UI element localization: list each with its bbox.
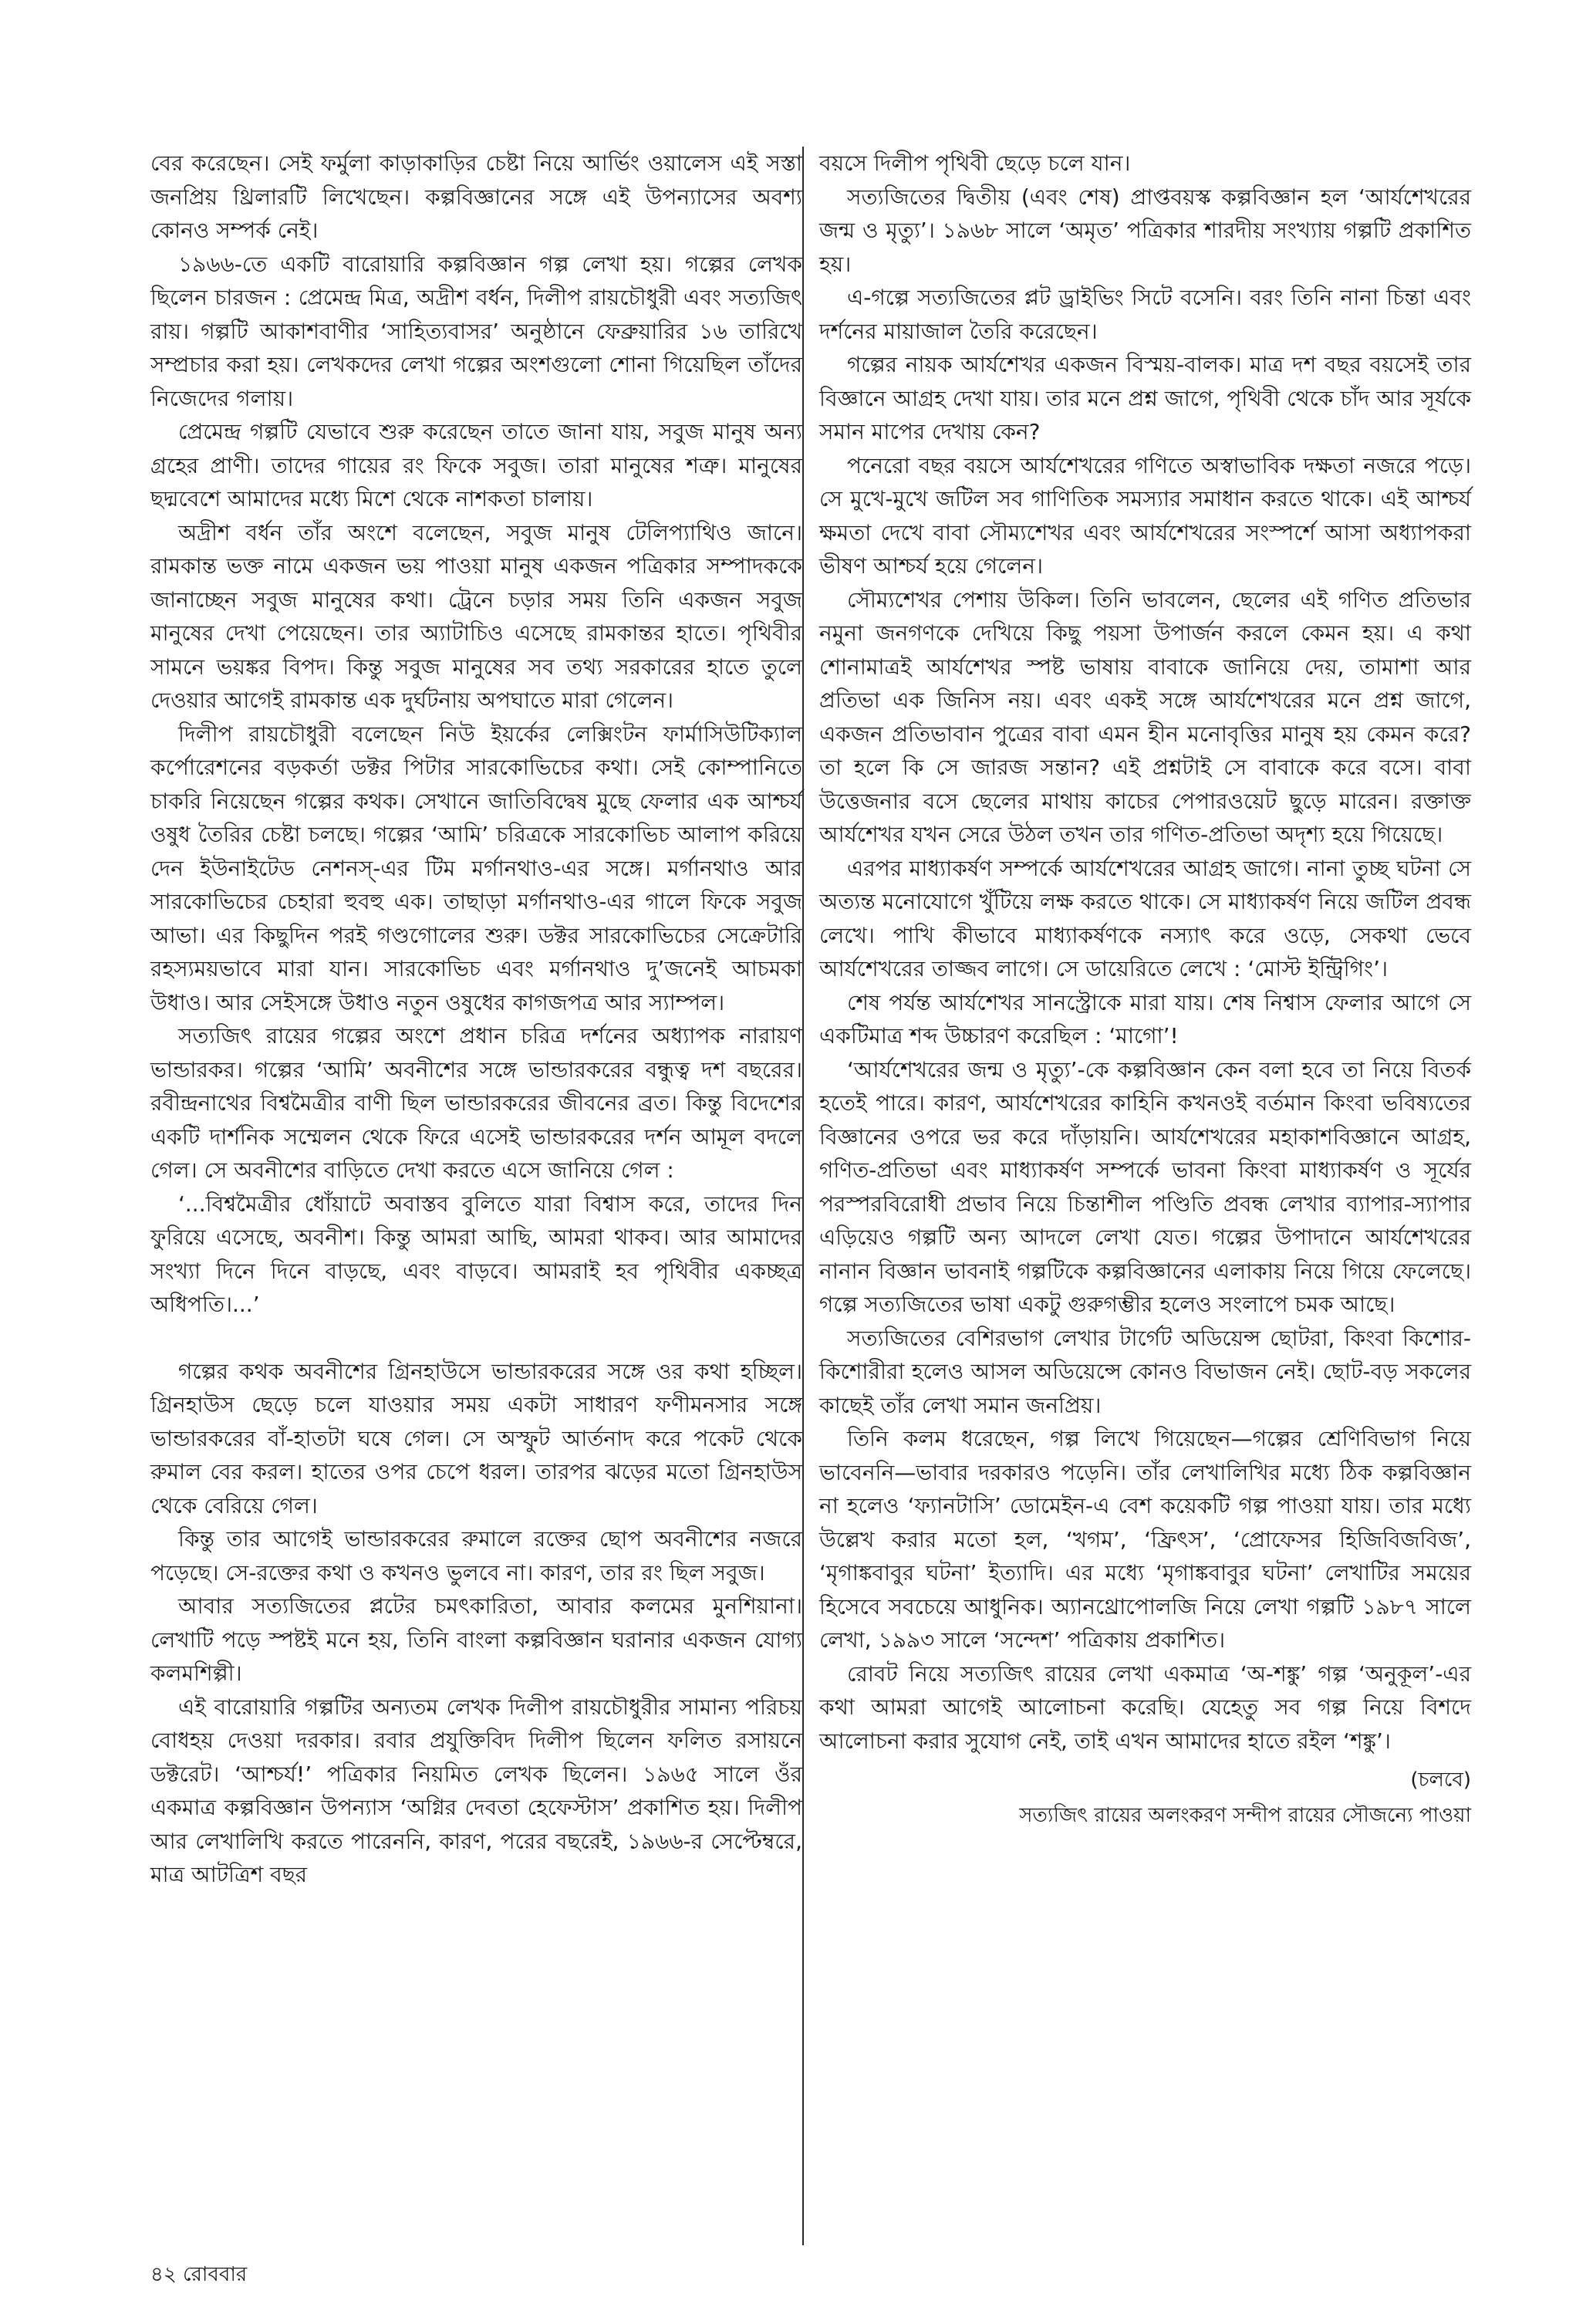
paragraph: এ-গল্পে সত্যজিতের প্লট ড্রাইভিং সিটে বসেনি। বরং তিনি নানা চিন্তা এবং দর্শনের মায়াজাল তৈরি করেছেন। bbox=[819, 285, 1471, 344]
paragraph: অদ্রীশ বর্ধন তাঁর অংশে বলেছেন, সবুজ মানুষ টেলিপ্যাথিও জানে। রামকান্ত ভক্ত নামে একজন ভয় পাওয়া মানুষ একজন পত্রিকার সম্পাদককে জানাচ্ছেন সবুজ মানুষের কথা। ট্রেনে চড়ার সময় তিনি একজন সবুজ মানুষের দেখা পেয়েছেন। তার অ্যাটাচিও এসেছে রামকান্তর হাতে। পৃথিবীর সামনে ভয়ঙ্কর বিপদ। কিন্তু সবুজ মানুষের সব তথ্য সরকারের হাতে তুলে দেওয়ার আগেই রামকান্ত এক দুর্ঘটনায় অপঘাতে মারা গেলেন। bbox=[150, 519, 802, 713]
paragraph: ‘আর্যশেখরের জন্ম ও মৃত্যু’-কে কল্পবিজ্ঞান কেন বলা হবে তা নিয়ে বিতর্ক হতেই পারে। কারণ, আর্যশেখরের কাহিনি কখনওই বর্তমান কিংবা ভবিষ্যতের বিজ্ঞানের ওপরে ভর করে দাঁড়ায়নি। আর্যশেখরের মহাকাশবিজ্ঞানে আগ্রহ, গণিত-প্রতিভা এবং মাধ্যাকর্ষণ সম্পর্কে ভাবনা কিংবা মাধ্যাকর্ষণ ও সূর্যের পরস্পরবিরোধী প্রভাব নিয়ে চিন্তাশীল পণ্ডিতি প্রবন্ধ লেখার ব্যাপার-স্যাপার এড়িয়েও গল্পটি অন্য আদলে লেখা যেত। গল্পের উপাদানে আর্যশেখরের নানান বিজ্ঞান ভাবনাই গল্পটিকে কল্পবিজ্ঞানের এলাকায় নিয়ে গিয়ে ফেলেছে। গল্পে সত্যজিতের ভাষা একটু গুরুগম্ভীর হলেও সংলাপে চমক আছে। bbox=[819, 1056, 1471, 1317]
paragraph: বের করেছেন। সেই ফর্মুলা কাড়াকাড়ির চেষ্টা নিয়ে আর্ভিং ওয়ালেস এই সস্তা জনপ্রিয় থ্রিলারটি লিখেছেন। কল্পবিজ্ঞানের সঙ্গে এই উপন্যাসের অবশ্য কোনও সম্পর্ক নেই। bbox=[150, 150, 802, 243]
paragraph: এরপর মাধ্যাকর্ষণ সম্পর্কে আর্যশেখরের আগ্রহ জাগে। নানা তুচ্ছ ঘটনা সে অত্যন্ত মনোযোগে খুঁটিয়ে লক্ষ করতে থাকে। সে মাধ্যাকর্ষণ নিয়ে জটিল প্রবন্ধ লেখে। পাখি কীভাবে মাধ্যাকর্ষণকে নস্যাৎ করে ওড়ে, সেকথা ভেবে আর্যশেখরের তাজ্জব লাগে। সে ডায়েরিতে লেখে : ‘মোস্ট ইন্ট্রিগিং’। bbox=[819, 855, 1471, 981]
paragraph: গল্পের কথক অবনীশের গ্রিনহাউসে ভান্ডারকরের সঙ্গে ওর কথা হচ্ছিল। গ্রিনহাউস ছেড়ে চলে যাওয়ার সময় একটা সাধারণ ফণীমনসার সঙ্গে ভান্ডারকরের বাঁ-হাতটা ঘষে গেল। সে অস্ফুট আর্তনাদ করে পকেট থেকে রুমাল বের করল। হাতের ওপর চেপে ধরল। তারপর ঝড়ের মতো গ্রিনহাউস থেকে বেরিয়ে গেল। bbox=[150, 1358, 802, 1518]
paragraph: শেষ পর্যন্ত আর্যশেখর সানস্ট্রোকে মারা যায়। শেষ নিশ্বাস ফেলার আগে সে একটিমাত্র শব্দ উচ্চারণ করেছিল : ‘মাগো’! bbox=[819, 989, 1471, 1049]
page-footer bbox=[150, 2261, 247, 2289]
paragraph: আবার সত্যজিতের প্লটের চমৎকারিতা, আবার কলমের মুনশিয়ানা। লেখাটি পড়ে স্পষ্টই মনে হয়, তিনি বাংলা কল্পবিজ্ঞান ঘরানার একজন যোগ্য কলমশিল্পী। bbox=[150, 1593, 802, 1686]
paragraph: এই বারোয়ারি গল্পটির অন্যতম লেখক দিলীপ রায়চৌধুরীর সামান্য পরিচয় বোধহয় দেওয়া দরকার। রবার প্রযুক্তিবিদ দিলীপ ছিলেন ফলিত রসায়নে ডক্টরেট। ‘আশ্চর্য!’ পত্রিকার নিয়মিত লেখক ছিলেন। ১৯৬৫ সালে ওঁর একমাত্র কল্পবিজ্ঞান উপন্যাস ‘অগ্নির দেবতা হেফেস্টাস’ প্রকাশিত হয়। দিলীপ আর লেখালিখি করতে পারেননি, কারণ, পরের বছরেই, ১৯৬৬-র সেপ্টেম্বরে, মাত্র আটত্রিশ বছর bbox=[150, 1694, 802, 1887]
paragraph: সত্যজিৎ রায়ের গল্পের অংশে প্রধান চরিত্র দর্শনের অধ্যাপক নারায়ণ ভান্ডারকর। গল্পের ‘আমি’ অবনীশের সঙ্গে ভান্ডারকরের বন্ধুত্ব দশ বছরের। রবীন্দ্রনাথের বিশ্বমৈত্রীর বাণী ছিল ভান্ডারকরের জীবনের ব্রত। কিন্তু বিদেশের একটি দার্শনিক সম্মেলন থেকে ফিরে এসেই ভান্ডারকরের দর্শন আমূল বদলে গেল। সে অবনীশের বাড়িতে দেখা করতে এসে জানিয়ে গেল : bbox=[150, 1023, 802, 1183]
paragraph: সত্যজিতের বেশিরভাগ লেখার টার্গেট অডিয়েন্স ছোটরা, কিংবা কিশোর-কিশোরীরা হলেও আসল অডিয়েন্সে কোনও বিভাজন নেই। ছোট-বড় সকলের কাছেই তাঁর লেখা সমান জনপ্রিয়। bbox=[819, 1325, 1471, 1418]
paragraph: রোবট নিয়ে সত্যজিৎ রায়ের লেখা একমাত্র ‘অ-শঙ্কু’ গল্প ‘অনুকূল’-এর কথা আমরা আগেই আলোচনা করেছি। যেহেতু সব গল্প নিয়ে বিশদে আলোচনা করার সুযোগ নেই, তাই এখন আমাদের হাতে রইল ‘শঙ্কু’। bbox=[819, 1660, 1471, 1754]
paragraph: বয়সে দিলীপ পৃথিবী ছেড়ে চলে যান। bbox=[819, 150, 1131, 176]
column-divider bbox=[802, 147, 804, 2245]
paragraph: প্রেমেন্দ্র গল্পটি যেভাবে শুরু করেছেন তাতে জানা যায়, সবুজ মানুষ অন্য গ্রহের প্রাণী। তাদের গায়ের রং ফিকে সবুজ। তারা মানুষের শত্রু। মানুষের ছদ্মবেশে আমাদের মধ্যে মিশে থেকে নাশকতা চালায়। bbox=[150, 419, 802, 512]
paragraph: কিন্তু তার আগেই ভান্ডারকরের রুমালে রক্তের ছোপ অবনীশের নজরে পড়েছে। সে-রক্তের কথা ও কখনও ভুলবে না। কারণ, তার রং ছিল সবুজ। bbox=[150, 1526, 802, 1586]
block-quote: ‘...বিশ্বমৈত্রীর ধোঁয়াটে অবাস্তব বুলিতে যারা বিশ্বাস করে, তাদের দিন ফুরিয়ে এসেছে, অবনীশ। কিন্তু আমরা আছি, আমরা থাকব। আর আমাদের সংখ্যা দিনে দিনে বাড়ছে, এবং বাড়বে। আমরাই হব পৃথিবীর একচ্ছত্র অধিপতি।...’ bbox=[150, 1191, 802, 1317]
paragraph: তিনি কলম ধরেছেন, গল্প লিখে গিয়েছেন—গল্পের শ্রেণিবিভাগ নিয়ে ভাবেননি—ভাবার দরকারও পড়েনি। তাঁর লেখালিখির মধ্যে ঠিক কল্পবিজ্ঞান না হলেও ‘ফ্যানটাসি’ ডোমেইন-এ বেশ কয়েকটি গল্প পাওয়া যায়। তার মধ্যে উল্লেখ করার মতো হল, ‘খগম’, ‘ফ্রিৎস’, ‘প্রোফেসর হিজিবিজবিজ’, ‘মৃগাঙ্কবাবুর ঘটনা’ ইত্যাদি। এর মধ্যে ‘মৃগাঙ্কবাবুর ঘটনা’ লেখাটির সময়ের হিসেবে সবচেয়ে আধুনিক। অ্যানথ্রোপোলজি নিয়ে লেখা গল্পটি ১৯৮৭ সালে লেখা, ১৯৯৩ সালে ‘সন্দেশ’ পত্রিকায় প্রকাশিত। bbox=[819, 1426, 1471, 1653]
paragraph: দিলীপ রায়চৌধুরী বলেছেন নিউ ইয়র্কের লেক্সিংটন ফার্মাসিউটিক্যাল কর্পোরেশনের বড়কর্তা ডক্টর পিটার সারকোভিচের কথা। সেই কোম্পানিতে চাকরি নিয়েছেন গল্পের কথক। সেখানে জাতিবিদ্বেষ মুছে ফেলার এক আশ্চর্য ওষুধ তৈরির চেষ্টা চলছে। গল্পের ‘আমি’ চরিত্রকে সারকোভিচ আলাপ করিয়ে দেন ইউনাইটেড নেশনস্-এর টিম মর্গানথাও-এর সঙ্গে। মর্গানথাও আর সারকোভিচের চেহারা হুবহু এক। তাছাড়া মর্গানথাও-এর গালে ফিকে সবুজ আভা। এর কিছুদিন পরই গণ্ডগোলের শুরু। ডক্টর সারকোভিচের সেক্রেটারি রহস্যময়ভাবে মারা যান। সারকোভিচ এবং মর্গানথাও দু’জনেই আচমকা উধাও। আর সেইসঙ্গে উধাও নতুন ওষুধের কাগজপত্র আর স্যাম্পল। bbox=[150, 721, 802, 1015]
left-column bbox=[150, 147, 802, 1892]
magazine-name: রোববার bbox=[183, 2263, 248, 2286]
page-number: ৪২ bbox=[150, 2263, 177, 2286]
paragraph: গল্পের নায়ক আর্যশেখর একজন বিস্ময়-বালক। মাত্র দশ বছর বয়সেই তার বিজ্ঞানে আগ্রহ দেখা যায়। তার মনে প্রশ্ন জাগে, পৃথিবী থেকে চাঁদ আর সূর্যকে সমান মাপের দেখায় কেন? bbox=[819, 352, 1471, 444]
continued-note: (চলবে) bbox=[1410, 1768, 1471, 1792]
right-column bbox=[819, 147, 1471, 1833]
paragraph: ১৯৬৬-তে একটি বারোয়ারি কল্পবিজ্ঞান গল্প লেখা হয়। গল্পের লেখক ছিলেন চারজন : প্রেমেন্দ্র মিত্র, অদ্রীশ বর্ধন, দিলীপ রায়চৌধুরী এবং সত্যজিৎ রায়। গল্পটি আকাশবাণীর ‘সাহিত্যবাসর’ অনুষ্ঠানে ফেব্রুয়ারির ১৬ তারিখে সম্প্রচার করা হয়। লেখকদের লেখা গল্পের অংশগুলো শোনা গিয়েছিল তাঁদের নিজেদের গলায়। bbox=[150, 251, 802, 411]
paragraph: পনেরো বছর বয়সে আর্যশেখরের গণিতে অস্বাভাবিক দক্ষতা নজরে পড়ে। সে মুখে-মুখে জটিল সব গাণিতিক সমস্যার সমাধান করতে থাকে। এই আশ্চর্য ক্ষমতা দেখে বাবা সৌম্যশেখর এবং আর্যশেখরের সংস্পর্শে আসা অধ্যাপকরা ভীষণ আশ্চর্য হয়ে গেলেন। bbox=[819, 452, 1471, 579]
paragraph: সৌম্যশেখর পেশায় উকিল। তিনি ভাবলেন, ছেলের এই গণিত প্রতিভার নমুনা জনগণকে দেখিয়ে কিছু পয়সা উপার্জন করলে কেমন হয়। এ কথা শোনামাত্রই আর্যশেখর স্পষ্ট ভাষায় বাবাকে জানিয়ে দেয়, তামাশা আর প্রতিভা এক জিনিস নয়। এবং একই সঙ্গে আর্যশেখরের মনে প্রশ্ন জাগে, একজন প্রতিভাবান পুত্রের বাবা এমন হীন মনোবৃত্তির মানুষ হয় কেমন করে? তা হলে কি সে জারজ সন্তান? এই প্রশ্নটাই সে বাবাকে করে বসে। বাবা উত্তেজনার বসে ছেলের মাথায় কাচের পেপারওয়েট ছুড়ে মারেন। রক্তাক্ত আর্যশেখর যখন সেরে উঠল তখন তার গণিত-প্রতিভা অদৃশ্য হয়ে গিয়েছে। bbox=[819, 586, 1471, 847]
paragraph: সত্যজিতের দ্বিতীয় (এবং শেষ) প্রাপ্তবয়স্ক কল্পবিজ্ঞান হল ‘আর্যশেখরের জন্ম ও মৃত্যু’। ১৯৬৮ সালে ‘অমৃত’ পত্রিকার শারদীয় সংখ্যায় গল্পটি প্রকাশিত হয়। bbox=[819, 184, 1471, 277]
section-gap bbox=[150, 1322, 802, 1355]
illustration-credit: সত্যজিৎ রায়ের অলংকরণ সন্দীপ রায়ের সৌজন্যে পাওয়া bbox=[1019, 1804, 1471, 1827]
